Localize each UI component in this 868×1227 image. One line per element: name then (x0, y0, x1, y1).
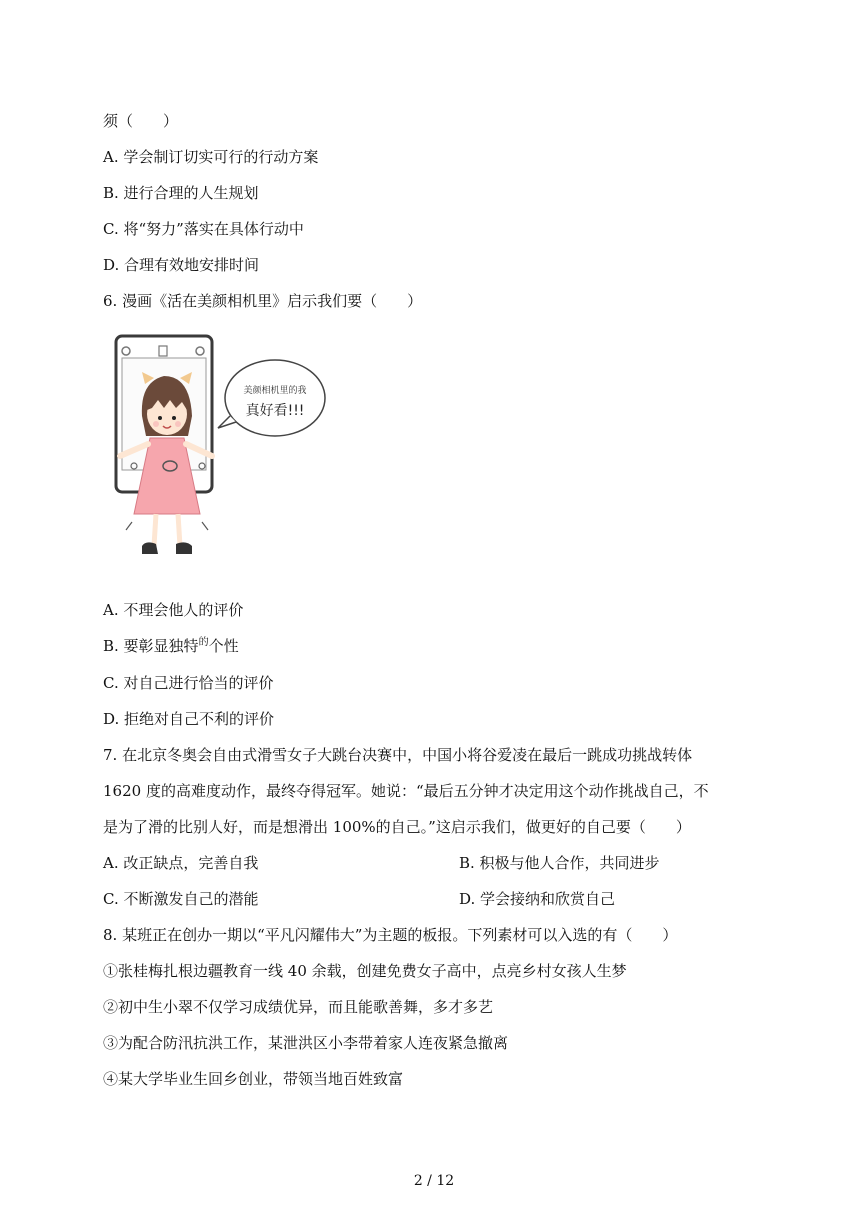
q7-option-b: B. 积极与他人合作，共同进步 (459, 854, 660, 872)
q7-stem-line2: 1620 度的高难度动作，最终夺得冠军。她说：“最后五分钟才决定用这个动作挑战自己，不 (103, 782, 709, 800)
q7-option-a: A. 改正缺点，完善自我 (103, 854, 259, 872)
page-number: 2 / 12 (413, 1173, 455, 1189)
q6-option-a: A. 不理会他人的评价 (103, 601, 244, 619)
q8-item-4: ④某大学毕业生回乡创业，带领当地百姓致富 (103, 1070, 404, 1088)
q8-stem: 8. 某班正在创办一期以“平凡闪耀伟大”为主题的板报。下列素材可以入选的有（ ） (103, 926, 678, 944)
q6-option-b (103, 636, 239, 659)
q5-option-a: A. 学会制订切实可行的行动方案 (103, 148, 319, 166)
comic-beauty-camera (112, 332, 337, 572)
q8-item-3: ③为配合防汛抗洪工作，某泄洪区小李带着家人连夜紧急撤离 (103, 1034, 509, 1052)
q5-option-c: C. 将“努力”落实在具体行动中 (103, 220, 304, 238)
q5-option-b: B. 进行合理的人生规划 (103, 184, 259, 202)
bubble-text-line1: 美颜相机里的我 (243, 386, 307, 396)
q6-option-b-post: 个性 (208, 637, 239, 655)
q7-option-d: D. 学会接纳和欣赏自己 (459, 890, 616, 908)
q8-item-2: ②初中生小翠不仅学习成绩优异，而且能歌善舞，多才多艺 (103, 998, 494, 1016)
q7-option-c: C. 不断激发自己的潜能 (103, 890, 259, 908)
q6-option-d: D. 拒绝对自己不利的评价 (103, 710, 275, 728)
q5-option-d: D. 合理有效地安排时间 (103, 256, 260, 274)
q7-stem-line1: 7. 在北京冬奥会自由式滑雪女子大跳台决赛中，中国小将谷爱凌在最后一跳成功挑战转体 (103, 746, 693, 764)
q5-stem-tail: 须（ ） (103, 112, 179, 130)
q6-option-b-pre: B. 要彰显独特 (103, 637, 199, 655)
q7-stem-line3: 是为了滑的比别人好，而是想滑出 100%的自己。”这启示我们，做更好的自己要（ ） (103, 818, 691, 836)
q6-stem: 6. 漫画《活在美颜相机里》启示我们要（ ） (103, 292, 423, 310)
q6-option-b-sup: 的 (198, 637, 209, 648)
bubble-text-line2: 真好看!!! (245, 403, 305, 419)
q6-option-c: C. 对自己进行恰当的评价 (103, 674, 274, 692)
q8-item-1: ①张桂梅扎根边疆教育一线 40 余载，创建免费女子高中，点亮乡村女孩人生梦 (103, 962, 627, 980)
